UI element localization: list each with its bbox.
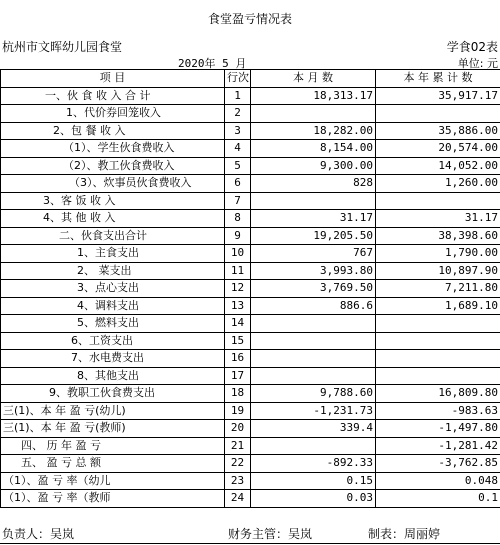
row-item: 三(1)、本 年 盈 亏(教师) <box>1 420 225 438</box>
row-month: 31.17 <box>251 210 376 228</box>
currency-unit: 单位: 元 <box>457 57 498 70</box>
row-item: （1）、盈 亏 率（幼儿 <box>1 472 225 490</box>
row-line: 3 <box>225 122 251 140</box>
row-month <box>251 192 376 210</box>
row-ytd: 31.17 <box>376 210 500 228</box>
row-item: 7、水电费支出 <box>1 350 225 368</box>
row-item: 1、主食支出 <box>1 245 225 263</box>
row-ytd: -983.63 <box>376 402 500 420</box>
row-ytd: 35,886.00 <box>376 122 500 140</box>
row-item: 五、 盈 亏 总 额 <box>1 455 225 473</box>
row-ytd <box>376 105 500 123</box>
row-item: 6、工资支出 <box>1 332 225 350</box>
report-period: 2020年 5 月 <box>178 57 247 70</box>
row-line: 17 <box>225 367 251 385</box>
row-month: 9,300.00 <box>251 157 376 175</box>
row-line: 21 <box>225 437 251 455</box>
row-ytd <box>376 315 500 333</box>
row-ytd: 20,574.00 <box>376 140 500 158</box>
row-ytd: 0.048 <box>376 472 500 490</box>
row-line: 14 <box>225 315 251 333</box>
table-row <box>1 262 500 280</box>
row-month: 3,769.50 <box>251 280 376 298</box>
row-ytd: 1,790.00 <box>376 245 500 263</box>
row-line: 19 <box>225 402 251 420</box>
row-month: 9,788.60 <box>251 385 376 403</box>
table-row <box>1 472 500 490</box>
preparer: 制表：周丽婷 <box>368 527 441 541</box>
row-ytd: 10,897.90 <box>376 262 500 280</box>
row-item: （1）、盈 亏 率（教师 <box>1 490 225 508</box>
row-line: 18 <box>225 385 251 403</box>
row-ytd: -1,497.80 <box>376 420 500 438</box>
row-month: 339.4 <box>251 420 376 438</box>
table-row <box>1 140 500 158</box>
row-line: 11 <box>225 262 251 280</box>
responsible-person: 负责人：吴岚 <box>2 527 75 541</box>
table-row <box>1 490 500 508</box>
row-item: 3、客 饭 收 入 <box>1 192 225 210</box>
table-row <box>1 210 500 228</box>
row-month <box>251 367 376 385</box>
row-line: 5 <box>225 157 251 175</box>
table-row <box>1 175 500 193</box>
row-item: 2、 菜支出 <box>1 262 225 280</box>
row-line: 7 <box>225 192 251 210</box>
row-line: 13 <box>225 297 251 315</box>
row-month: 767 <box>251 245 376 263</box>
column-header-item: 项 目 <box>1 70 225 88</box>
row-month <box>251 332 376 350</box>
column-header-ytd: 本 年 累 计 数 <box>376 70 500 88</box>
row-line: 4 <box>225 140 251 158</box>
row-item: 四、 历 年 盈 亏 <box>1 437 225 455</box>
row-item: 9、教职工伙食费支出 <box>1 385 225 403</box>
row-ytd: 14,052.00 <box>376 157 500 175</box>
row-month: 0.15 <box>251 472 376 490</box>
row-ytd: 0.1 <box>376 490 500 508</box>
row-ytd <box>376 350 500 368</box>
row-item: 3、点心支出 <box>1 280 225 298</box>
row-item: 8、其他支出 <box>1 367 225 385</box>
row-ytd: 35,917.17 <box>376 87 500 105</box>
row-line: 15 <box>225 332 251 350</box>
row-item: （3）、炊事员伙食费收入 <box>1 175 225 193</box>
row-item: 2、包 餐 收 入 <box>1 122 225 140</box>
row-item: （2）、教工伙食费收入 <box>1 157 225 175</box>
row-ytd: -1,281.42 <box>376 437 500 455</box>
row-item: 4、其 他 收 入 <box>1 210 225 228</box>
table-row <box>1 332 500 350</box>
row-ytd: 7,211.80 <box>376 280 500 298</box>
row-item: 1、代价券回笼收入 <box>1 105 225 123</box>
row-month: 19,205.50 <box>251 227 376 245</box>
row-line: 24 <box>225 490 251 508</box>
form-number: 学食02表 <box>446 40 498 54</box>
table-row <box>1 315 500 333</box>
table-row <box>1 192 500 210</box>
table-row <box>1 385 500 403</box>
row-ytd: 16,809.80 <box>376 385 500 403</box>
profit-loss-table <box>0 69 500 508</box>
table-row <box>1 122 500 140</box>
row-month: 0.03 <box>251 490 376 508</box>
table-row <box>1 245 500 263</box>
row-item: 5、燃料支出 <box>1 315 225 333</box>
table-row <box>1 87 500 105</box>
table-row <box>1 455 500 473</box>
row-line: 20 <box>225 420 251 438</box>
table-header-row <box>1 70 500 88</box>
row-ytd <box>376 367 500 385</box>
table-row <box>1 420 500 438</box>
table-row <box>1 105 500 123</box>
row-line: 6 <box>225 175 251 193</box>
row-month: 18,282.00 <box>251 122 376 140</box>
row-ytd: 1,260.00 <box>376 175 500 193</box>
row-item: 三(1)、本 年 盈 亏(幼儿) <box>1 402 225 420</box>
table-row <box>1 367 500 385</box>
row-ytd <box>376 332 500 350</box>
row-month: 886.6 <box>251 297 376 315</box>
row-line: 22 <box>225 455 251 473</box>
finance-supervisor: 财务主管：吴岚 <box>228 527 313 541</box>
column-header-month: 本 月 数 <box>251 70 376 88</box>
row-month: 828 <box>251 175 376 193</box>
row-month <box>251 350 376 368</box>
row-month: 8,154.00 <box>251 140 376 158</box>
row-line: 12 <box>225 280 251 298</box>
row-line: 9 <box>225 227 251 245</box>
row-month: -1,231.73 <box>251 402 376 420</box>
table-row <box>1 280 500 298</box>
row-ytd: 38,398.60 <box>376 227 500 245</box>
table-row <box>1 157 500 175</box>
table-row <box>1 227 500 245</box>
report-title: 食堂盈亏情况表 <box>207 12 292 26</box>
row-ytd: 1,689.10 <box>376 297 500 315</box>
row-month <box>251 437 376 455</box>
row-item: 二、伙食支出合计 <box>1 227 225 245</box>
row-month: -892.33 <box>251 455 376 473</box>
bottom-rule <box>0 543 500 544</box>
row-ytd <box>376 192 500 210</box>
row-line: 23 <box>225 472 251 490</box>
organization-name: 杭州市文晖幼儿园食堂 <box>2 40 123 54</box>
table-row <box>1 402 500 420</box>
table-row <box>1 437 500 455</box>
table-row <box>1 350 500 368</box>
row-line: 16 <box>225 350 251 368</box>
row-ytd: -3,762.85 <box>376 455 500 473</box>
row-month: 3,993.80 <box>251 262 376 280</box>
column-header-line: 行次 <box>225 70 251 88</box>
row-item: 一、伙 食 收 入 合 计 <box>1 87 225 105</box>
row-line: 2 <box>225 105 251 123</box>
row-item: （1）、学生伙食费收入 <box>1 140 225 158</box>
row-month <box>251 105 376 123</box>
row-line: 1 <box>225 87 251 105</box>
row-line: 10 <box>225 245 251 263</box>
row-item: 4、调料支出 <box>1 297 225 315</box>
row-line: 8 <box>225 210 251 228</box>
row-month: 18,313.17 <box>251 87 376 105</box>
table-row <box>1 297 500 315</box>
row-month <box>251 315 376 333</box>
